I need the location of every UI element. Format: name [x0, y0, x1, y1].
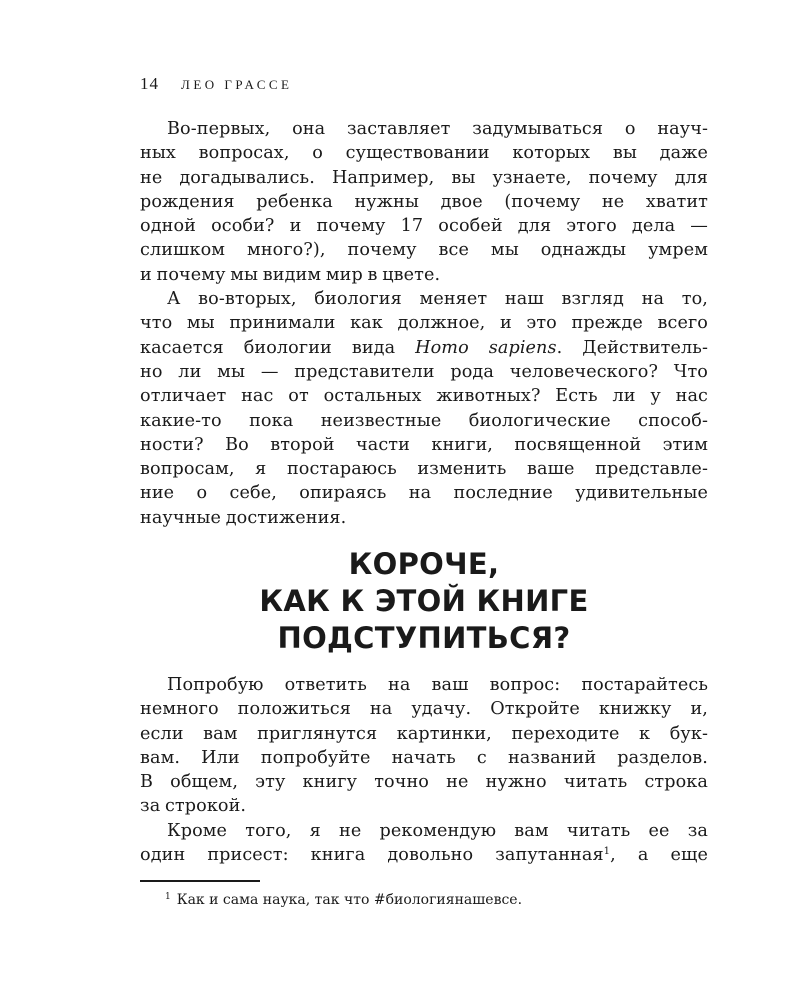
text-line: не догадывались. Например, вы узнаете, почему для: [140, 167, 708, 188]
text-line: но ли мы — представители рода человеческого? Что: [140, 361, 708, 382]
paragraph: [140, 673, 708, 819]
text-line: ности? Во второй части книги, посвященной этим: [140, 434, 708, 455]
footnote-text: Как и сама наука, так что #биологиянашевсе.: [176, 892, 523, 908]
text-line: одной особи? и почему 17 особей для этого дела —: [140, 216, 708, 237]
heading-line: ПОДСТУПИТЬСЯ?: [277, 621, 571, 655]
heading-line: КАК К ЭТОЙ КНИГЕ: [259, 584, 589, 618]
text-line: если вам приглянутся картинки, переходите к бук-: [140, 723, 708, 744]
text-run: , а еще: [610, 845, 708, 866]
footnote: [165, 891, 522, 909]
italic-term: Homo sapiens: [415, 337, 557, 358]
footnote-reference[interactable]: 1: [603, 846, 611, 858]
footnote-mark: 1: [165, 892, 171, 902]
text-run: . Действитель-: [556, 337, 708, 358]
running-head: [140, 74, 293, 98]
text-line: и почему мы видим мир в цвете.: [140, 264, 441, 285]
text-line: вопросам, я постараюсь изменить ваше представле-: [140, 459, 708, 480]
text-run: касается биологии вида: [140, 337, 416, 358]
text-line: что мы принимали как должное, и это прежде всего: [140, 313, 708, 334]
text-line: Кроме того, я не рекомендую вам читать ее за: [167, 820, 708, 841]
paragraph: [140, 287, 708, 530]
text-line: за строкой.: [140, 796, 247, 817]
text-line: научные достижения.: [140, 507, 347, 528]
text-line-with-italic: [140, 336, 708, 360]
footnote-divider: [140, 880, 260, 882]
text-line: рождения ребенка нужны двое (почему не хватит: [140, 191, 708, 212]
text-line: Во-первых, она заставляет задумываться о науч-: [167, 119, 708, 139]
text-line: ние о себе, опираясь на последние удивительные: [140, 483, 708, 504]
text-line: Попробую ответить на ваш вопрос: постарайтесь: [167, 675, 708, 695]
text-line: А во-вторых, биология меняет наш взгляд на то,: [167, 289, 708, 310]
heading-line: КОРОЧЕ,: [348, 547, 500, 581]
text-line: немного положиться на удачу. Откройте книжку и,: [140, 699, 708, 720]
text-line: отличает нас от остальных животных? Есть ли у нас: [140, 386, 708, 407]
text-line: слишком много?), почему все мы однажды умрем: [140, 240, 708, 261]
section-heading: [140, 546, 708, 657]
paragraph: [140, 819, 708, 868]
text-line: вам. Или попробуйте начать с названий разделов.: [140, 747, 708, 768]
text-line: какие-то пока неизвестные биологические способ-: [140, 410, 708, 431]
body-text-section-2: [140, 673, 708, 867]
page-number: 14: [140, 74, 159, 93]
running-head-author: ЛЕО ГРАССЕ: [181, 77, 293, 92]
text-line-with-footnote-mark: [140, 843, 708, 867]
text-run: один присест: книга довольно запутанная: [140, 845, 604, 866]
paragraph: [140, 117, 708, 287]
text-line: В общем, эту книгу точно не нужно читать строка: [140, 772, 708, 793]
text-line: ных вопросах, о существовании которых вы даже: [140, 143, 708, 164]
body-text-section-1: [140, 117, 708, 530]
